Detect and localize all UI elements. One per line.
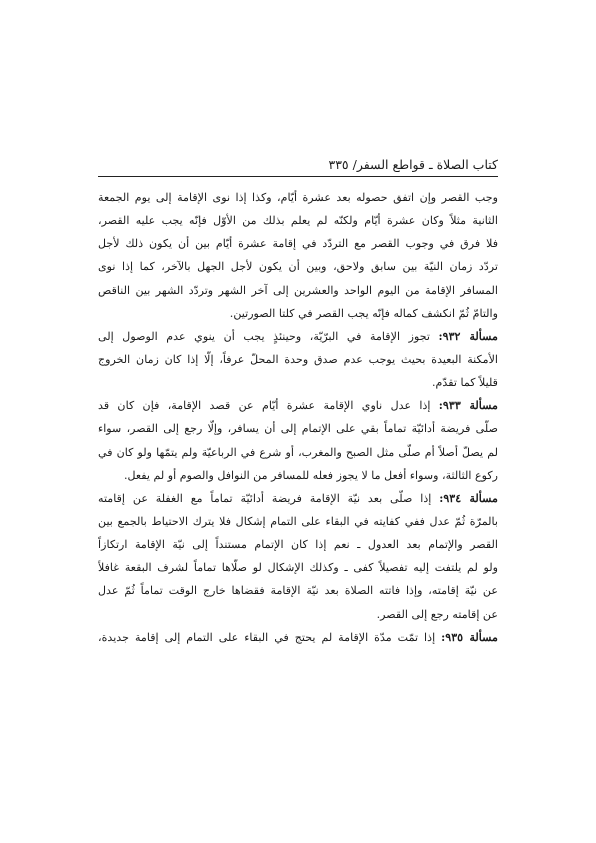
issue-label: مسألة ٩٣٣: bbox=[438, 399, 498, 413]
issue-first-line bbox=[98, 626, 498, 649]
text-line: عن نيّة إقامته، وإذا فاتته الصلاة بعد نيّة الإقامة فقضاها خارج الوقت تماماً ثُمّ عدل bbox=[98, 584, 498, 598]
text-line: القصر والإتمام بعد العدول ـ نعم إذا كان الإتمام مستنداً إلى نيّة الإقامة ارتكازاً bbox=[98, 538, 498, 552]
text-line: بالمرّة ثُمّ عدل ففي كفايته في البقاء على التمام إشكال فلا يترك الاحتياط بالجمع بين bbox=[98, 514, 498, 528]
text-line: ركوع الثالثة، وسواء أفعل ما لا يجوز فعله للمسافر من النوافل والصوم أو لم يفعل. bbox=[124, 468, 498, 482]
text-line: والتامّ ثُمّ انكشف كماله فإنّه يجب القصر في كلتا الصورتين. bbox=[229, 306, 498, 320]
page-body bbox=[98, 186, 498, 649]
text-line: إذا عدل ناوي الإقامة عشرة أيّام عن قصد الإقامة، فإن كان قد bbox=[98, 399, 439, 413]
issue-first-line bbox=[98, 325, 498, 348]
text-line: صلّى فريضة أدائيّة تماماً بقي على الإتمام إلى أن يسافر، وإلّا رجع إلى القصر، سواء bbox=[98, 422, 498, 436]
issue-label: مسألة ٩٣٥: bbox=[441, 630, 498, 644]
issue-first-line bbox=[98, 394, 498, 417]
issue-first-line bbox=[98, 487, 498, 510]
text-line: ولو لم يلتفت إليه تفصيلاً كفى ـ وكذلك الإشكال لو صلّاها تماماً لشرف البقعة غافلاً bbox=[98, 561, 498, 575]
text-line: وجب القصر وإن اتفق حصوله بعد عشرة أيّام، وكذا إذا نوى الإقامة إلى يوم الجمعة bbox=[98, 191, 498, 204]
text-line: عن إقامته رجع إلى القصر. bbox=[376, 607, 498, 621]
text-line: لم يصلّ أصلاً أم صلّى مثل الصبح والمغرب، أو شرع في الرباعيّة ولم يتمّها ولو كان في bbox=[98, 445, 498, 459]
text-line: تردّد زمان النيّة بين سابق ولاحق، وبين أن يكون لأجل الجهل بالآخر، كما إذا نوى bbox=[98, 260, 498, 274]
text-line: إذا صلّى بعد نيّة الإقامة فريضة أدائيّة تماماً مع الغفلة عن إقامته bbox=[98, 491, 440, 505]
running-header: كتاب الصلاة ـ قواطع السفر/ ٣٣٥ bbox=[328, 157, 498, 172]
header-rule bbox=[98, 176, 498, 177]
text-line: فلا فرق في وجوب القصر مع التردّد في إقامة عشرة أيّام بين أن يكون ذلك لأجل bbox=[98, 237, 498, 251]
issue-label: مسألة ٩٣٢: bbox=[438, 329, 498, 343]
text-line: الثانية مثلاً وكان عشرة أيّام ولكنّه لم يعلم بذلك من الأوّل فإنّه يجب عليه القصر، bbox=[98, 214, 498, 228]
text-line: قليلاً كما تقدّم. bbox=[432, 376, 498, 390]
text-line: المسافر الإقامة من اليوم الواحد والعشرين إلى آخر الشهر وتردّد الشهر بين الناقص bbox=[98, 283, 498, 297]
text-line: الأمكنة البعيدة بحيث يوجب عدم صدق وحدة المحلّ عرفاً، إلّا إذا كان زمان الخروج bbox=[98, 352, 498, 366]
text-line: تجوز الإقامة في البرّيّة، وحينئذٍ يجب أن ينوي عدم الوصول إلى bbox=[98, 329, 439, 343]
issue-label: مسألة ٩٣٤: bbox=[439, 491, 498, 505]
text-line: إذا تمّت مدّة الإقامة لم يحتج في البقاء على التمام إلى إقامة جديدة، bbox=[98, 630, 442, 644]
